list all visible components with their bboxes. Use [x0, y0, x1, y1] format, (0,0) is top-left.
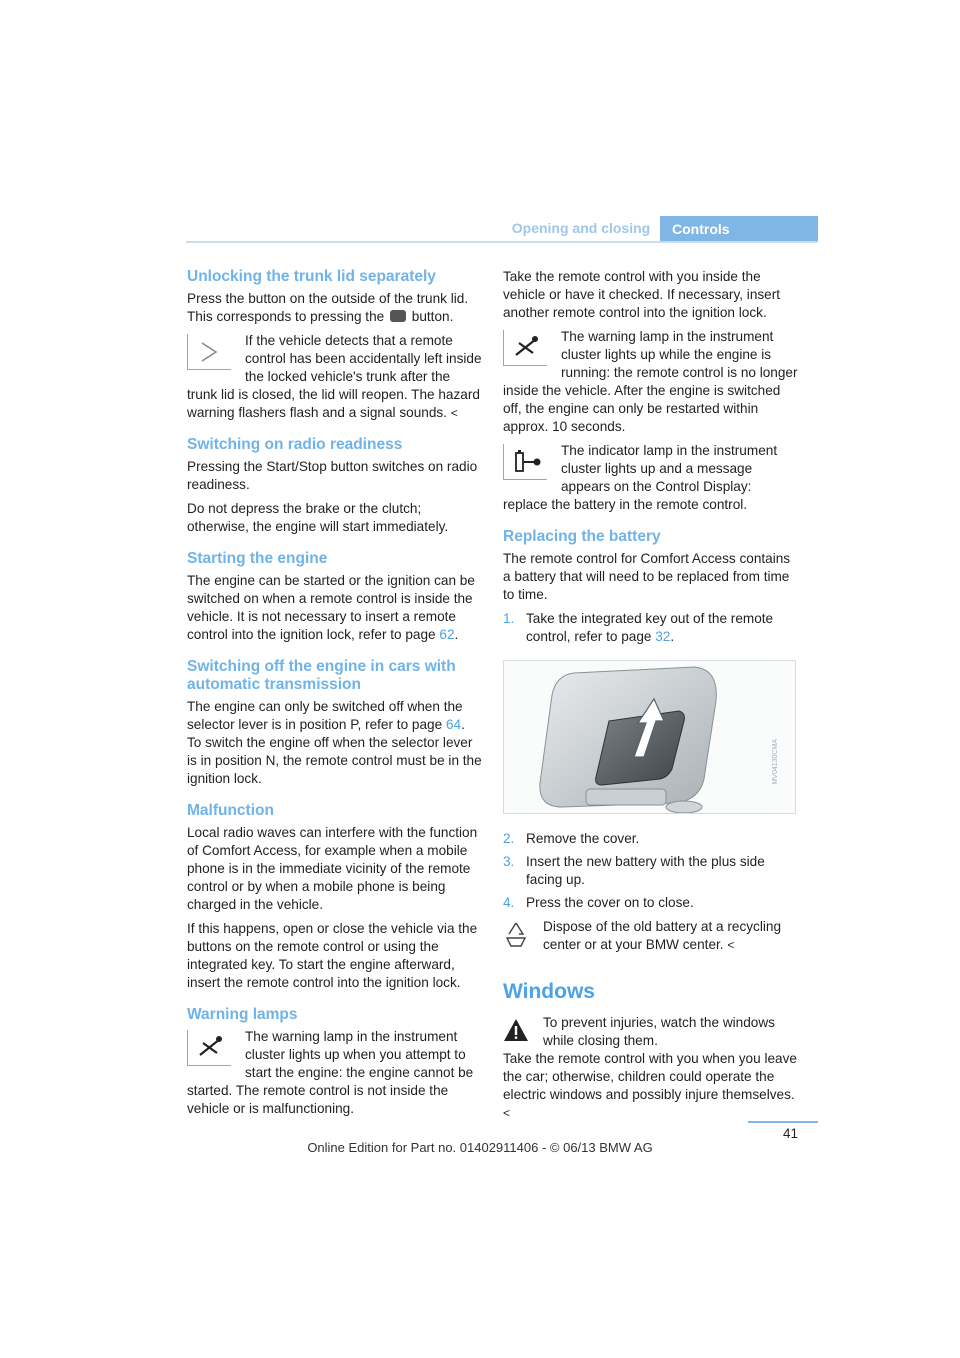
- key-slash-icon: [503, 330, 547, 366]
- heading-malfunction: Malfunction: [187, 802, 274, 819]
- heading-trunk: Unlocking the trunk lid separately: [187, 268, 436, 285]
- heading-switch-off: Switching off the engine in cars with automatic transmission: [187, 658, 456, 693]
- page-link-32[interactable]: 32: [655, 629, 671, 644]
- heading-start: Starting the engine: [187, 550, 328, 567]
- battery-p1: The remote control for Comfort Access contains a battery that will need to be replaced from time to time.: [503, 551, 791, 602]
- remote-control-illustration: [503, 660, 796, 814]
- running-header-chapter: Controls: [660, 216, 818, 242]
- heading-battery: Replacing the battery: [503, 528, 661, 545]
- heading-radio: Switching on radio readiness: [187, 436, 403, 453]
- right-column: [503, 268, 798, 1128]
- warning-lamp-note: The warning lamp in the instrument cluster lights up when you attempt to start the engine: the engine cannot be started. The remote control is not inside the vehicle or is malfunctioning.: [187, 1029, 474, 1116]
- switch-off-p1: The engine can only be switched off when the selector lever is in position P, refer to page 64. To switch the engine off when the selector lever is in position N, the remote control must be in the ignition lock.: [187, 699, 482, 786]
- page-link-62[interactable]: 62: [439, 627, 455, 642]
- malfunction-p2: If this happens, open or close the vehicle via the buttons on the remote control or using the integrated key. To start the engine afterward, insert the remote control into the ignition lock.: [187, 921, 478, 990]
- key-battery-icon: [503, 444, 547, 480]
- page-link-64[interactable]: 64: [445, 717, 462, 732]
- windows-warning: To prevent injuries, watch the windows while closing them. Take the remote control with you when you leave the car; otherwise, children could operate the electric windows and possibly injure themselves. <: [503, 1015, 797, 1120]
- recycle-icon: [503, 920, 529, 952]
- warning-triangle-icon: [503, 1016, 529, 1046]
- heading-windows: Windows: [503, 980, 595, 1003]
- key-slash-icon: [187, 1030, 231, 1066]
- battery-steps-1: [503, 610, 798, 646]
- trunk-button-icon: [390, 310, 406, 322]
- trunk-note: If the vehicle detects that a remote control has been accidentally left inside the locked vehicle's trunk after the trunk lid is closed, the lid will reopen. The hazard warning flashers flash and a signal sounds. <: [187, 333, 482, 420]
- list-item: 3. Insert the new battery with the plus side facing up.: [503, 854, 765, 887]
- indicator-lamp-note: The indicator lamp in the instrument cluster lights up and a message appears on the Control Display: replace the battery in the remote control.: [503, 443, 778, 512]
- radio-p2: Do not depress the brake or the clutch; otherwise, the engine will start immediately.: [187, 501, 449, 534]
- malfunction-p1: Local radio waves can interfere with the function of Comfort Access, for example when a mobile phone is in the immediate vicinity of the remote control or by when a mobile phone is being charged in the vehicle.: [187, 825, 478, 912]
- radio-p1: Pressing the Start/Stop button switches on radio readiness.: [187, 459, 478, 492]
- header-rule: [186, 241, 818, 243]
- lamp-running-note: The warning lamp in the instrument cluster lights up while the engine is running: the remote control is no longer inside the vehicle. After the engine is switched off, the engine can only be restarted within approx. 10 seconds.: [503, 329, 798, 434]
- figure-code: MV04130CMA: [772, 739, 779, 785]
- edition-footer: Online Edition for Part no. 01402911406 - © 06/13 BMW AG: [307, 1140, 653, 1155]
- start-p1: The engine can be started or the ignition can be switched on when a remote control is inside the vehicle. It is not necessary to insert a remote control into the ignition lock, refer to page 62.: [187, 573, 475, 642]
- list-item: 4. Press the cover on to close.: [503, 895, 694, 910]
- footer-rule: [748, 1121, 818, 1123]
- recycle-note: Dispose of the old battery at a recycling center or at your BMW center. <: [503, 918, 798, 956]
- left-column: [187, 268, 482, 1124]
- list-item: 2. Remove the cover.: [503, 831, 640, 846]
- trunk-paragraph: Press the button on the outside of the trunk lid. This corresponds to pressing the button.: [187, 291, 469, 324]
- list-item: 1. Take the integrated key out of the remote control, refer to page 32.: [503, 611, 774, 644]
- take-remote-p: Take the remote control with you inside the vehicle or have it checked. If necessary, insert another remote control into the ignition lock.: [503, 269, 781, 320]
- play-triangle-icon: [187, 334, 231, 370]
- page-number: 41: [783, 1126, 799, 1141]
- heading-warning-lamps: Warning lamps: [187, 1006, 298, 1023]
- battery-steps-2: [503, 830, 798, 912]
- running-header-section: Opening and closing: [511, 220, 651, 236]
